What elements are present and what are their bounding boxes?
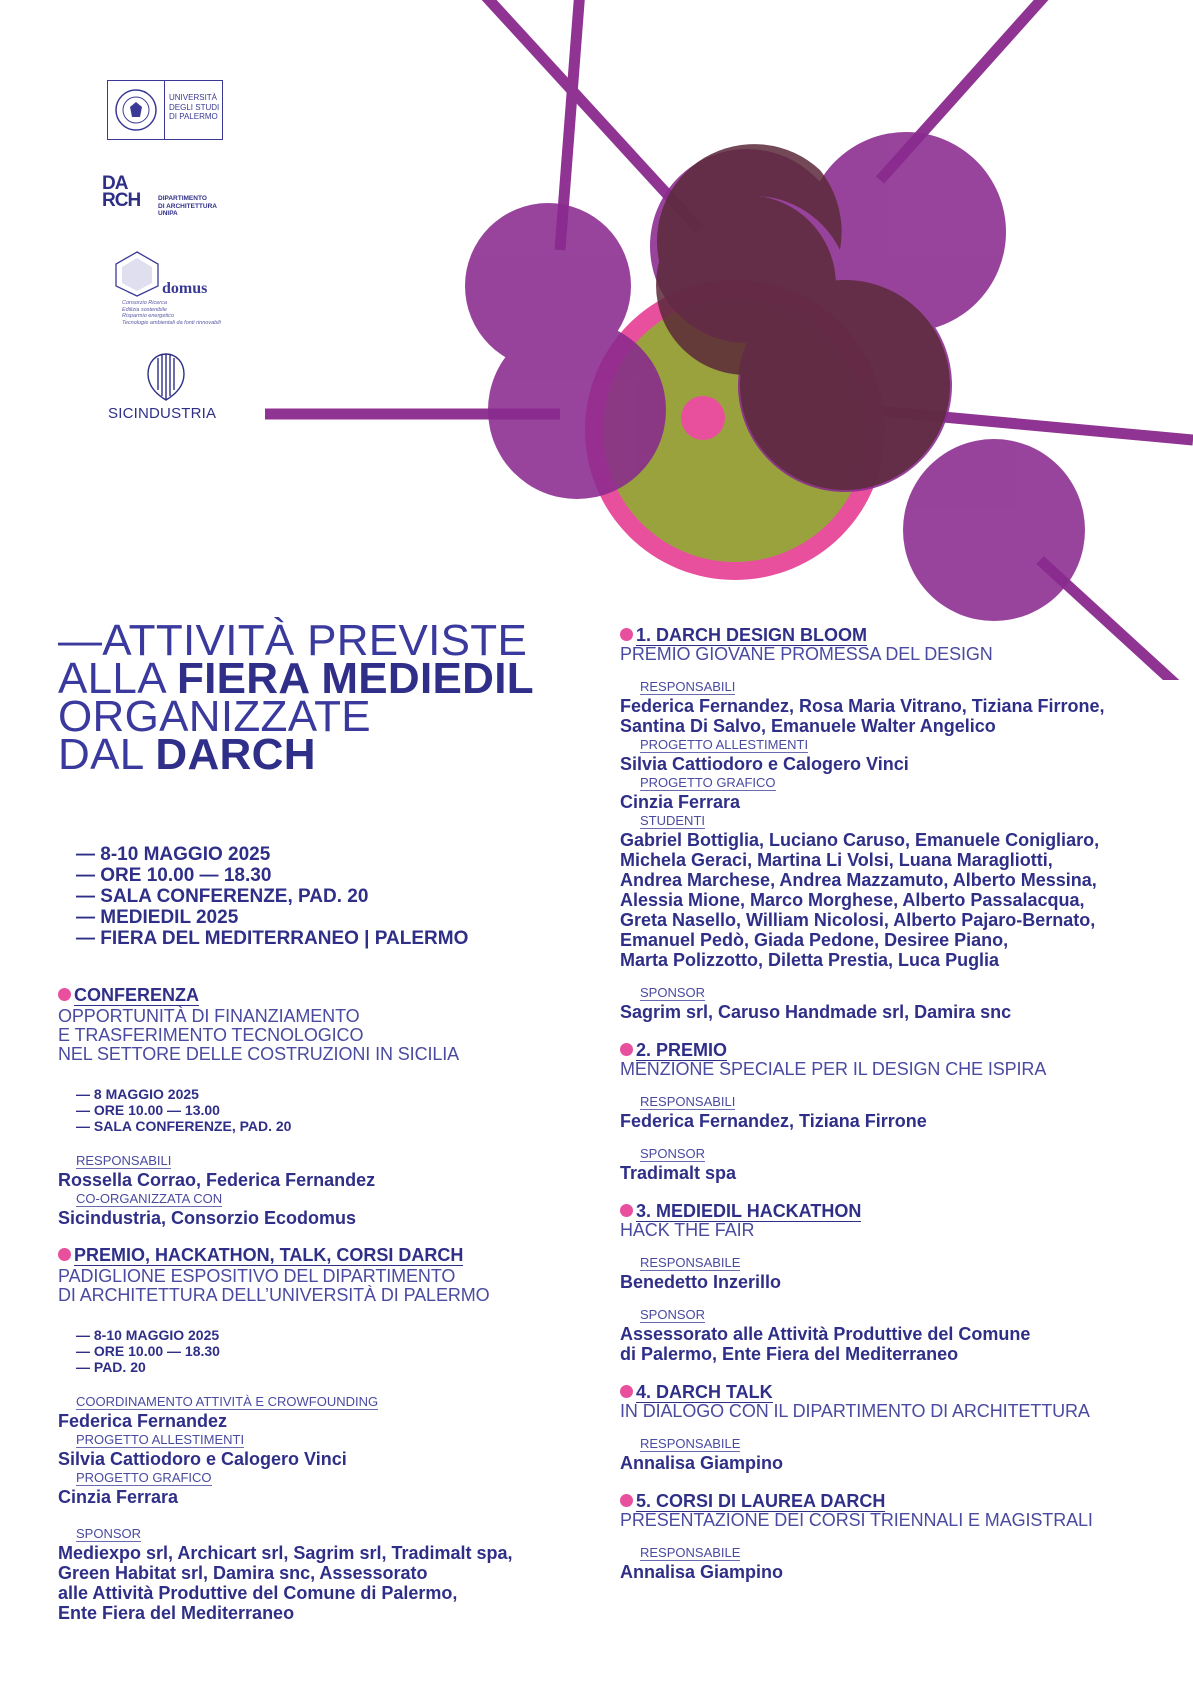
section-1-sponsor-label: SPONSOR xyxy=(640,985,706,1000)
darch-logo-mark: DA RCH xyxy=(102,173,141,211)
section-3-title-text: 3. MEDIEDIL HACKATHON xyxy=(636,1201,862,1221)
studenti-line: Andrea Marchese, Andrea Mazzamuto, Alberto Messina, xyxy=(620,870,1097,890)
overlap-top xyxy=(656,195,836,375)
bullet-dot-icon xyxy=(620,1385,633,1398)
event-info-line: — MEDIEDIL 2025 xyxy=(76,907,239,928)
event-info-line: — ORE 10.00 — 18.30 xyxy=(76,865,272,886)
conferenza-subtitle-line: E TRASFERIMENTO TECNOLOGICO xyxy=(58,1025,364,1045)
section-1-studenti-label: STUDENTI xyxy=(640,813,705,828)
section-2-title-text: 2. PREMIO xyxy=(636,1040,728,1060)
section-3-resp-label: RESPONSABILE xyxy=(640,1255,741,1270)
event-info-line: — SALA CONFERENZE, PAD. 20 xyxy=(76,886,369,907)
ecodomus-logo-sub: Consorzio Ricerca Edilizia sostenibile Risparmio energetico Tecnologie ambientali da fonti rinnovabili xyxy=(122,300,221,326)
studenti-line: Michela Geraci, Martina Li Volsi, Luana Maragliotti, xyxy=(620,850,1053,870)
premio-block-sponsor-value xyxy=(58,1543,618,1623)
section-3-subtitle: HACK THE FAIR xyxy=(620,1220,755,1240)
sicindustria-logo xyxy=(104,350,234,430)
section-2-resp-label: RESPONSABILI xyxy=(640,1094,736,1109)
darch-logo-text: DIPARTIMENTO DI ARCHITETTURA UNIPA xyxy=(158,195,217,217)
event-info-line: — 8-10 MAGGIO 2025 xyxy=(76,844,271,865)
section-1-allest-label: PROGETTO ALLESTIMENTI xyxy=(640,737,809,752)
premio-block-section xyxy=(58,1245,618,1623)
resp-line: Santina Di Salvo, Emanuele Walter Angelico xyxy=(620,716,996,736)
premio-block-title-text: PREMIO, HACKATHON, TALK, CORSI DARCH xyxy=(74,1245,464,1265)
premio-block-grafico-value: Cinzia Ferrara xyxy=(58,1487,179,1507)
studenti-line: Greta Nasello, William Nicolosi, Alberto Pajaro-Bernato, xyxy=(620,910,1096,930)
section-1-grafico-value: Cinzia Ferrara xyxy=(620,792,741,812)
sicindustria-logo-text: SICINDUSTRIA xyxy=(108,405,217,422)
premio-block-allest-label: PROGETTO ALLESTIMENTI xyxy=(76,1432,245,1447)
section-1-allest-value: Silvia Cattiodoro e Calogero Vinci xyxy=(620,754,909,774)
studenti-line: Alessia Mione, Marco Morghese, Alberto Passalacqua, xyxy=(620,890,1085,910)
conferenza-info-line: — 8 MAGGIO 2025 xyxy=(76,1086,199,1102)
conferenza-info-line: — ORE 10.00 — 13.00 xyxy=(76,1102,220,1118)
headline-line-1: —ATTIVITÀ PREVISTE xyxy=(58,616,528,665)
conferenza-info xyxy=(76,1086,598,1134)
section-1-studenti-value xyxy=(620,830,1180,970)
section-3-sponsor-value xyxy=(620,1324,1180,1364)
bubble xyxy=(488,321,666,499)
sponsor-line: alle Attività Produttive del Comune di Palermo, xyxy=(58,1583,458,1603)
premio-block-info xyxy=(76,1327,618,1375)
section-5-subtitle: PRESENTAZIONE DEI CORSI TRIENNALI E MAGISTRALI xyxy=(620,1510,1093,1530)
section-5-resp-value: Annalisa Giampino xyxy=(620,1562,784,1582)
section-3-resp-value: Benedetto Inzerillo xyxy=(620,1272,782,1292)
conferenza-co-value: Sicindustria, Consorzio Ecodomus xyxy=(58,1208,357,1228)
section-2-sponsor-value: Tradimalt spa xyxy=(620,1163,737,1183)
unipa-seal-icon xyxy=(108,81,165,139)
section-4-title xyxy=(620,1382,1180,1402)
section-1-resp-value xyxy=(620,696,1180,736)
headline-line-4 xyxy=(58,730,534,779)
conferenza-title-text: CONFERENZA xyxy=(74,985,199,1005)
section-1-title xyxy=(620,625,1180,645)
bullet-dot-icon xyxy=(620,1494,633,1507)
bubble xyxy=(903,439,1085,621)
bullet-dot-icon xyxy=(620,628,633,641)
ecodomus-hexagon-icon xyxy=(112,250,162,298)
premio-block-allest-value: Silvia Cattiodoro e Calogero Vinci xyxy=(58,1449,347,1469)
headline-line-4-bold: DARCH xyxy=(155,730,316,779)
unipa-logo-text: UNIVERSITÀ DEGLI STUDI DI PALERMO xyxy=(169,93,220,121)
right-column xyxy=(620,625,1180,1582)
section-1-title-text: 1. DARCH DESIGN BLOOM xyxy=(636,625,868,645)
premio-block-grafico-label: PROGETTO GRAFICO xyxy=(76,1470,212,1485)
headline-line-3: ORGANIZZATE xyxy=(58,692,371,741)
conferenza-section xyxy=(58,985,598,1228)
premio-block-title xyxy=(58,1245,618,1265)
darch-logo xyxy=(102,175,232,215)
unipa-logo xyxy=(107,80,223,140)
sicindustria-emblem-icon xyxy=(136,350,196,404)
bullet-dot-icon xyxy=(58,988,71,1001)
bullet-dot-icon xyxy=(620,1043,633,1056)
sponsor-line: Green Habitat srl, Damira snc, Assessorato xyxy=(58,1563,428,1583)
section-2-resp-value: Federica Fernandez, Tiziana Firrone xyxy=(620,1111,927,1131)
section-5-title-text: 5. CORSI DI LAUREA DARCH xyxy=(636,1491,886,1511)
premio-block-coord-label: COORDINAMENTO ATTIVITÀ E CROWFOUNDING xyxy=(76,1394,379,1409)
sponsor-line: Mediexpo srl, Archicart srl, Sagrim srl, Tradimalt spa, xyxy=(58,1543,513,1563)
studenti-line: Marta Polizzotto, Diletta Prestia, Luca Puglia xyxy=(620,950,1000,970)
conferenza-subtitle-line: OPPORTUNITÀ DI FINANZIAMENTO xyxy=(58,1006,360,1026)
premio-block-subtitle-line: PADIGLIONE ESPOSITIVO DEL DIPARTIMENTO xyxy=(58,1266,456,1286)
section-4-resp-label: RESPONSABILE xyxy=(640,1436,741,1451)
conferenza-subtitle xyxy=(58,1007,598,1064)
premio-block-info-line: — PAD. 20 xyxy=(76,1359,146,1375)
section-4-title-text: 4. DARCH TALK xyxy=(636,1382,773,1402)
section-5-resp-label: RESPONSABILE xyxy=(640,1545,741,1560)
section-2-sponsor-label: SPONSOR xyxy=(640,1146,706,1161)
bullet-dot-icon xyxy=(620,1204,633,1217)
studenti-line: Emanuel Pedò, Giada Pedone, Desiree Piano, xyxy=(620,930,1009,950)
conferenza-info-line: — SALA CONFERENZE, PAD. 20 xyxy=(76,1118,292,1134)
headline-line-2-pre: ALLA xyxy=(58,654,177,703)
premio-block-coord-value: Federica Fernandez xyxy=(58,1411,228,1431)
sponsor-line: Assessorato alle Attività Produttive del Comune xyxy=(620,1324,1031,1344)
sponsor-line: Ente Fiera del Mediterraneo xyxy=(58,1603,295,1623)
section-2-subtitle: MENZIONE SPECIALE PER IL DESIGN CHE ISPIRA xyxy=(620,1059,1047,1079)
event-info-line: — FIERA DEL MEDITERRANEO | PALERMO xyxy=(76,928,469,949)
resp-line: Federica Fernandez, Rosa Maria Vitrano, Tiziana Firrone, xyxy=(620,696,1105,716)
section-2-title xyxy=(620,1040,1180,1060)
section-1-resp-label: RESPONSABILI xyxy=(640,679,736,694)
premio-block-sponsor-label: SPONSOR xyxy=(76,1526,142,1541)
sponsor-line: di Palermo, Ente Fiera del Mediterraneo xyxy=(620,1344,959,1364)
headline xyxy=(58,616,534,779)
headline-line-4-pre: DAL xyxy=(58,730,156,779)
section-1-grafico-label: PROGETTO GRAFICO xyxy=(640,775,776,790)
conferenza-resp-label: RESPONSABILI xyxy=(76,1153,172,1168)
conferenza-title xyxy=(58,985,598,1005)
small-pink-dot xyxy=(681,396,725,440)
section-3-title xyxy=(620,1201,1180,1221)
conferenza-resp-value: Rossella Corrao, Federica Fernandez xyxy=(58,1170,376,1190)
section-1-sponsor-value: Sagrim srl, Caruso Handmade srl, Damira snc xyxy=(620,1002,1012,1022)
ecodomus-logo xyxy=(112,250,232,325)
section-4-subtitle: IN DIALOGO CON IL DIPARTIMENTO DI ARCHITETTURA xyxy=(620,1401,1090,1421)
headline-line-2-bold: FIERA MEDIEDIL xyxy=(176,654,534,703)
ecodomus-logo-word: domus xyxy=(162,280,208,297)
bullet-dot-icon xyxy=(58,1248,71,1261)
event-info xyxy=(76,844,468,949)
section-5-title xyxy=(620,1491,1180,1511)
premio-block-subtitle xyxy=(58,1267,618,1305)
premio-block-info-line: — 8-10 MAGGIO 2025 xyxy=(76,1327,220,1343)
premio-block-subtitle-line: DI ARCHITETTURA DELL’UNIVERSITÀ DI PALERMO xyxy=(58,1285,490,1305)
section-3-sponsor-label: SPONSOR xyxy=(640,1307,706,1322)
conferenza-subtitle-line: NEL SETTORE DELLE COSTRUZIONI IN SICILIA xyxy=(58,1044,460,1064)
section-1-subtitle: PREMIO GIOVANE PROMESSA DEL DESIGN xyxy=(620,644,993,664)
section-4-resp-value: Annalisa Giampino xyxy=(620,1453,784,1473)
conferenza-co-label: CO-ORGANIZZATA CON xyxy=(76,1191,223,1206)
premio-block-info-line: — ORE 10.00 — 18.30 xyxy=(76,1343,220,1359)
studenti-line: Gabriel Bottiglia, Luciano Caruso, Emanuele Conigliaro, xyxy=(620,830,1100,850)
